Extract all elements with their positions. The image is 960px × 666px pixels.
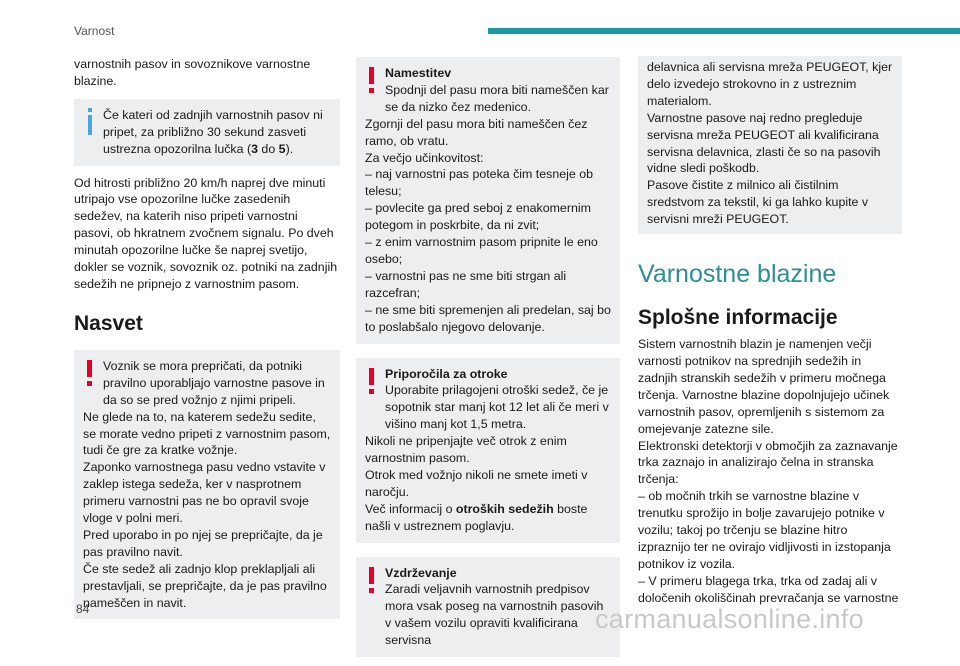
page-header-title: Varnost [74, 24, 115, 38]
warning-line: Voznik se mora prepričati, da potniki pravilno uporabljajo varnostne pasove in da so se pred vožnjo z njimi pripeli. [103, 358, 325, 407]
warning-icon [368, 67, 376, 94]
maintenance-box-continued [638, 56, 902, 234]
section-heading-nasvet: Nasvet [74, 311, 143, 335]
box-line: – ne sme biti spremenjen ali predelan, saj bo to poslabšalo njegovo delovanje. [365, 302, 611, 334]
warning-box-children [356, 358, 620, 543]
section-title-airbags: Varnostne blazine [638, 260, 837, 289]
watermark: carmanualsonline.info [595, 604, 864, 634]
box-line: Nikoli ne pripenjajte več otrok z enim varnostnim pasom. [365, 434, 567, 466]
warning-line: Pred uporabo in po njej se prepričajte, da je pas pravilno navit. [83, 527, 323, 559]
box-line: – povlecite ga pred seboj z enakomernim potegom in poskrbite, da ni zvit; [365, 201, 591, 233]
warning-box-installation [356, 57, 620, 344]
box-line: Zgornji del pasu mora biti nameščen čez ramo, ob vratu. [365, 116, 588, 148]
column-right [638, 56, 902, 607]
column-left [74, 56, 340, 628]
column-middle [356, 57, 620, 666]
box-title: Vzdrževanje [385, 565, 457, 580]
warning-line: Zaponko varnostnega pasu vedno vstavite v zaklep istega sedeža, ker v nasprotnem primeru varnostni pas ne bo opravil svoje vloge v polni meri. [83, 460, 326, 526]
body-line: – ob močnih trkih se varnostne blazine v trenutku sprožijo in bolje zavarujejo potnike v vozilu; takoj po trčenju se blazine hitro izpraznijo ter ne ovirajo vidljivosti in izstopanja potnikov iz vozila. [638, 489, 891, 571]
info-icon [86, 108, 94, 135]
warning-icon [368, 567, 376, 594]
warning-line: Ne glede na to, na katerem sedežu sedite, se morate vedno pripeti z varnostnim pasom, tudi če gre za kratke vožnje. [83, 409, 331, 458]
box-line: – naj varnostni pas poteka čim tesneje ob telesu; [365, 167, 593, 199]
box-line: Zaradi veljavnih varnostnih predpisov mora vsak poseg na varnostnih pasovih v vašem vozilu opraviti kvalificirana servisna [385, 582, 604, 648]
box-line: Za večjo učinkovitost: [365, 150, 484, 165]
warning-box-advice [74, 350, 340, 620]
box-line: – varnostni pas ne sme biti strgan ali razcefran; [365, 268, 567, 300]
box-title: Namestitev [385, 66, 452, 80]
warning-light-paragraph: Od hitrosti približno 20 km/h naprej dve minuti utripajo vse opozorilne lučke zasedenih sedežev, na katerih niso pripeti varnostni pasovi, ob hkratnem zvočnem signalu. Po dveh minutah opozorilne lučke še naprej svetijo, dokler se voznik, sovoznik oz. potniki na zadnjih sedežih ne pripnejo z varnostnim pasom. [74, 175, 338, 291]
warning-icon [368, 368, 376, 395]
body-line: – V primeru blagega trka, trka od zadaj ali v določenih okoliščinah prevračanja se varnostne [638, 573, 899, 605]
header-accent-bar [488, 28, 960, 34]
intro-paragraph: varnostnih pasov in sovoznikove varnostne blazine. [74, 57, 311, 88]
box-line: Varnostne pasove naj redno pregleduje servisna mreža PEUGEOT ali kvalificirana servisna delavnica, zlasti če so na pasovih vidne sledi poškodb. [647, 110, 881, 176]
page-number: 84 [76, 602, 90, 616]
box-title: Priporočila za otroke [385, 366, 508, 381]
info-box [74, 99, 340, 166]
box-line: delavnica ali servisna mreža PEUGEOT, kjer delo izvedejo strokovno in z ustreznim materialom. [647, 60, 893, 108]
warning-line: Če ste sedež ali zadnjo klop preklapljali ali prestavljali, se prepričajte, da je pas pravilno nameščen in navit. [83, 561, 327, 610]
warning-box-maintenance [356, 557, 620, 658]
box-line: Otrok med vožnjo nikoli ne smete imeti v naročju. [365, 467, 588, 499]
box-line: Več informacij o otroških sedežih boste našli v ustreznem poglavju. [365, 501, 588, 533]
box-line: Uporabite prilagojeni otroški sedež, če je sopotnik star manj kot 12 let ali če meri v višino manj kot 1,5 metra. [385, 383, 609, 432]
body-line: Sistem varnostnih blazin je namenjen večji varnosti potnikov na sprednjih sedežih in zadnjih stranskih sedežih v primeru močnega trčenja. Varnostne blazine dopolnjujejo učinek varnostnih pasov, opremljenih s sistemom za omejevanje zatezne sile. [638, 337, 890, 436]
warning-icon [86, 360, 94, 387]
box-line: – z enim varnostnim pasom pripnite le eno osebo; [365, 235, 598, 266]
body-line: Elektronski detektorji v območjih za zaznavanje trka zaznajo in analizirajo čelna in stranska trčenja: [638, 438, 898, 487]
box-line: Pasove čistite z milnico ali čistilnim sredstvom za tekstil, ki ga lahko kupite v servisni mreži PEUGEOT. [647, 178, 869, 227]
box-line: Spodnji del pasu mora biti nameščen kar se da nizko čez medenico. [385, 82, 609, 114]
info-box-text: Če kateri od zadnjih varnostnih pasov ni pripet, za približno 30 sekund zasveti ustrezna opozorilna lučka (3 do 5). [103, 107, 323, 156]
subheading-general-info: Splošne informacije [638, 306, 838, 330]
